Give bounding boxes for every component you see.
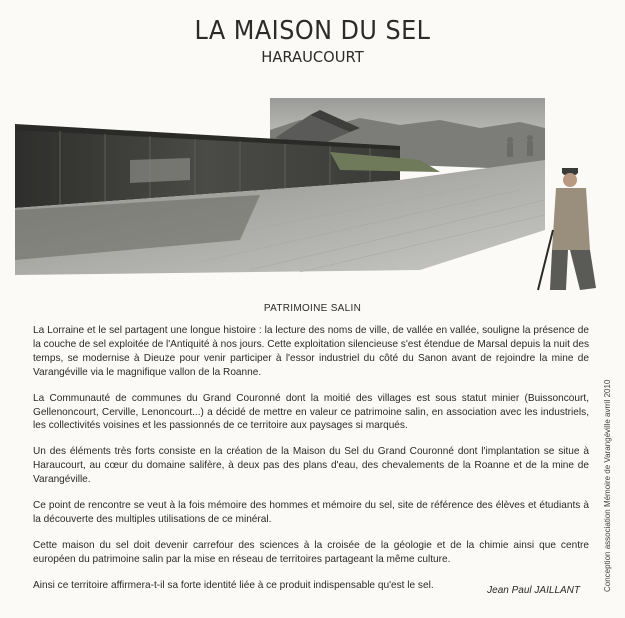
page-title: LA MAISON DU SEL [194,16,431,46]
side-credit: Conception association Mémoire de Varangéville avrril 2010 [603,379,612,592]
body-text [33,324,589,605]
paragraph: Ainsi ce territoire affirmera-t-il sa forte identité liée à ce produit indispensable qu'est le sel. [33,579,434,591]
section-heading: PATRIMOINE SALIN [263,303,362,314]
author-signature: Jean Paul JAILLANT [487,585,580,596]
paragraph: Un des éléments très forts consiste en la création de la Maison du Sel du Grand Couronné dont l'implantation se situe à Haraucourt, au cœur du domaine salifère, à deux pas des plans d'eau, des chevalements de la Roanne et de la mine de Varangéville. [33,446,589,486]
building-rendering-illustration [0,90,625,300]
paragraph: Cette maison du sel doit devenir carrefour des sciences à la croisée de la géologie et de la chimie ainsi que centre européen du patrimoine salin par la mise en réseau de territoires partageant la même culture. [33,539,589,565]
page-subtitle: HARAUCOURT [261,48,364,66]
paragraph: La Communauté de communes du Grand Couronné dont la moitié des villages est sous statut minier (Buissoncourt, Gellenoncourt, Cerville, Lenoncourt...) a décidé de mettre en valeur ce patrimoine salin, en association avec les industriels, les collectivités voisines et les passionnés de ce territoire aux paysages si marqués. [33,392,589,432]
walking-man-figure [538,168,596,290]
paragraph: La Lorraine et le sel partagent une longue histoire : la lecture des noms de ville, de vallée en vallée, souligne la présence de la couche de sel exploitée de l'Antiquité à nos jours. Cette exploitation silencieuse s'est étendue de Marsal depuis la nuit des temps, se modernise à Dieuze pour venir participer à l'essor industriel du côté du Sanon avant de rejoindre la mine de Varangéville via le magnifique vallon de la Roanne. [33,325,589,378]
paragraph: Ce point de rencontre se veut à la fois mémoire des hommes et mémoire du sel, site de référence des élèves et étudiants à la découverte des multiples utilisations de ce minéral. [33,500,589,525]
